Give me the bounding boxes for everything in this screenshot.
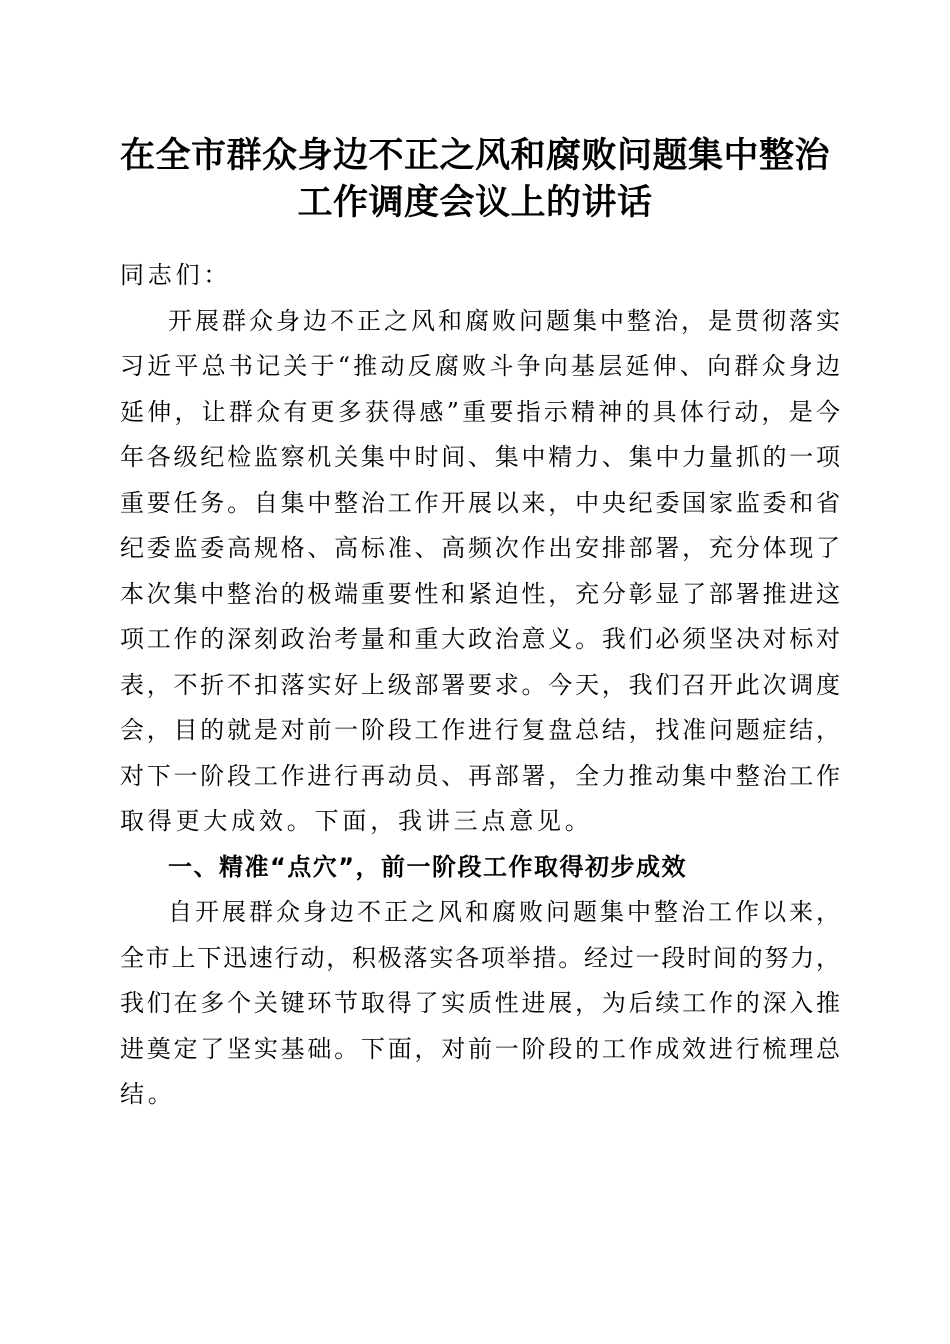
- paragraph-line: 会，目的就是对前一阶段工作进行复盘总结，找准问题症结，: [120, 716, 840, 744]
- paragraph-line: 我们在多个关键环节取得了实质性进展，为后续工作的深入推: [120, 989, 840, 1017]
- paragraph-line: 本次集中整治的极端重要性和紧迫性，充分彰显了部署推进这: [120, 579, 840, 608]
- paragraph-line: 延伸，让群众有更多获得感”重要指示精神的具体行动，是今: [120, 397, 840, 426]
- paragraph-line: 重要任务。自集中整治工作开展以来，中央纪委国家监委和省: [120, 488, 840, 517]
- paragraph-line: 习近平总书记关于“推动反腐败斗争向基层延伸、向群众身边: [120, 352, 840, 380]
- document-title: [80, 132, 870, 226]
- paragraph-line: 结。: [120, 1080, 176, 1108]
- title-line: 工作调度会议上的讲话: [297, 182, 653, 223]
- salutation: 同志们：: [120, 261, 232, 289]
- paragraph-line: 开展群众身边不正之风和腐败问题集中整治，是贯彻落实: [168, 306, 840, 335]
- paragraph-line: 对下一阶段工作进行再动员、再部署，全力推动集中整治工作: [120, 761, 840, 790]
- paragraph-line: 年各级纪检监察机关集中时间、集中精力、集中力量抓的一项: [120, 443, 840, 471]
- document-body: [120, 253, 840, 1118]
- paragraph-line: 表，不折不扣落实好上级部署要求。今天，我们召开此次调度: [120, 670, 840, 699]
- paragraph-2: [120, 890, 840, 1118]
- paragraph-1: [120, 299, 840, 845]
- paragraph-line: 项工作的深刻政治考量和重大政治意义。我们必须坚决对标对: [120, 625, 840, 653]
- paragraph-line: 全市上下迅速行动，积极落实各项举措。经过一段时间的努力，: [120, 943, 840, 972]
- paragraph-line: 纪委监委高规格、高标准、高频次作出安排部署，充分体现了: [120, 534, 840, 562]
- paragraph-line: 自开展群众身边不正之风和腐败问题集中整治工作以来，: [168, 898, 840, 926]
- paragraph-line: 进奠定了坚实基础。下面，对前一阶段的工作成效进行梳理总: [120, 1034, 840, 1063]
- title-line: 在全市群众身边不正之风和腐败问题集中整治: [119, 135, 830, 176]
- section-heading-1: 一、精准“点穴”，前一阶段工作取得初步成效: [168, 852, 688, 881]
- paragraph-line: 取得更大成效。下面，我讲三点意见。: [120, 807, 593, 835]
